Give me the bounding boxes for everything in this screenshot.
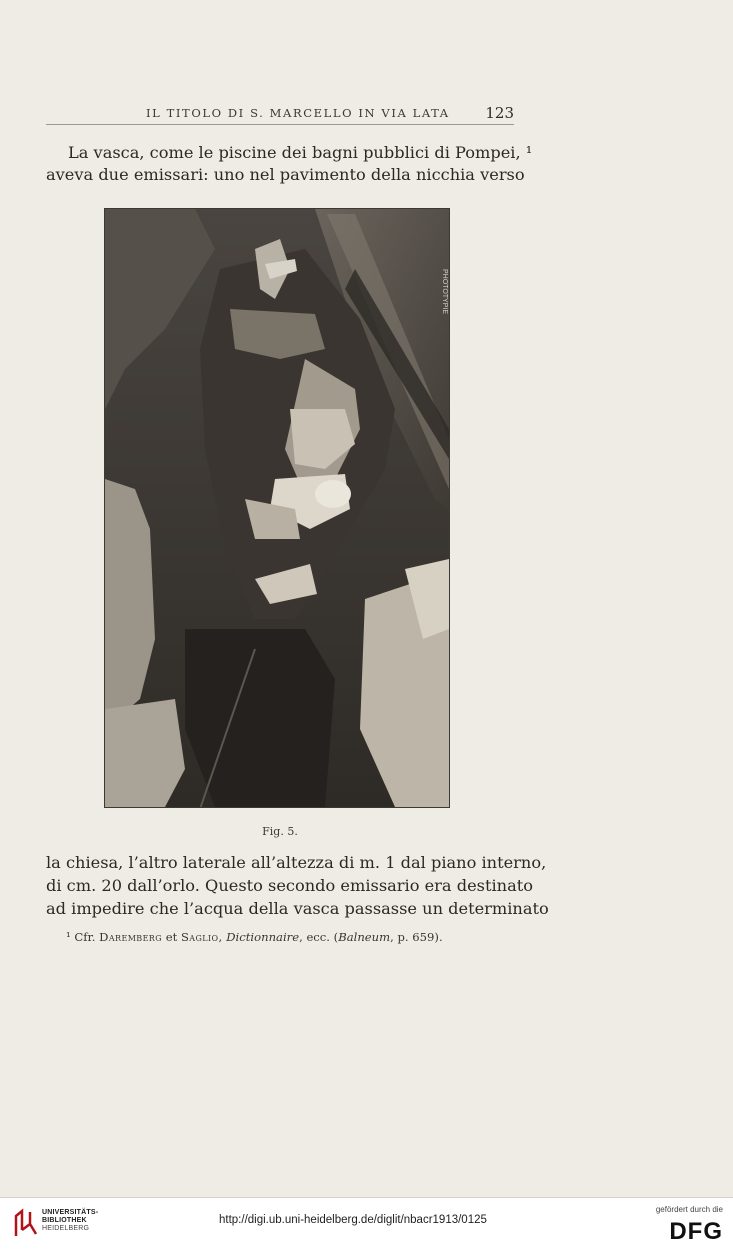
footnote-author: Daremberg: [99, 930, 163, 944]
figure-photograph: [104, 208, 450, 808]
footnote-author: Saglio,: [180, 930, 223, 944]
page-number: 123: [485, 104, 514, 122]
footnote-work-title: Dictionnaire: [226, 930, 300, 944]
viewer-footer: [0, 1197, 733, 1251]
text-line: aveva due emissari: uno nel pavimento della nicchia verso: [46, 165, 525, 184]
institution-line: BIBLIOTHEK: [42, 1217, 87, 1224]
footnote-marker: ¹: [66, 930, 71, 944]
footnote-text: , ecc. (: [299, 930, 339, 944]
running-title: IL TITOLO DI S. MARCELLO IN VIA LATA: [146, 106, 450, 120]
text-line: la chiesa, l’altro laterale all’altezza di m. 1 dal piano interno,: [46, 853, 547, 872]
institution-line: HEIDELBERG: [42, 1225, 90, 1232]
funding-note: gefördert durch die: [655, 1205, 723, 1214]
running-header: [46, 104, 514, 125]
figure-side-text: PHOTOTYPIE: [441, 269, 448, 314]
footnote: [66, 930, 443, 944]
text-line: di cm. 20 dall’orlo. Questo secondo emissario era destinato: [46, 876, 533, 895]
footnote-prefix: Cfr.: [74, 930, 96, 944]
source-url-link[interactable]: http://digi.ub.uni-heidelberg.de/diglit/nbacr1913/0125: [219, 1214, 487, 1226]
archaeological-photo: [105, 209, 449, 807]
institution-name: [42, 1209, 98, 1233]
footnote-pages: , p. 659).: [390, 930, 443, 944]
footnote-term: Balneum: [338, 930, 391, 944]
footnote-conjunction: et: [165, 930, 178, 944]
figure-caption: Fig. 5.: [262, 825, 298, 838]
text-line: La vasca, come le piscine dei bagni pubblici di Pompei, ¹: [68, 143, 533, 162]
dfg-logo: DFG: [669, 1218, 723, 1245]
university-logo-icon: [8, 1206, 42, 1240]
text-line: ad impedire che l’acqua della vasca passasse un determinato: [46, 899, 549, 918]
institution-line: UNIVERSITÄTS-: [42, 1209, 99, 1216]
